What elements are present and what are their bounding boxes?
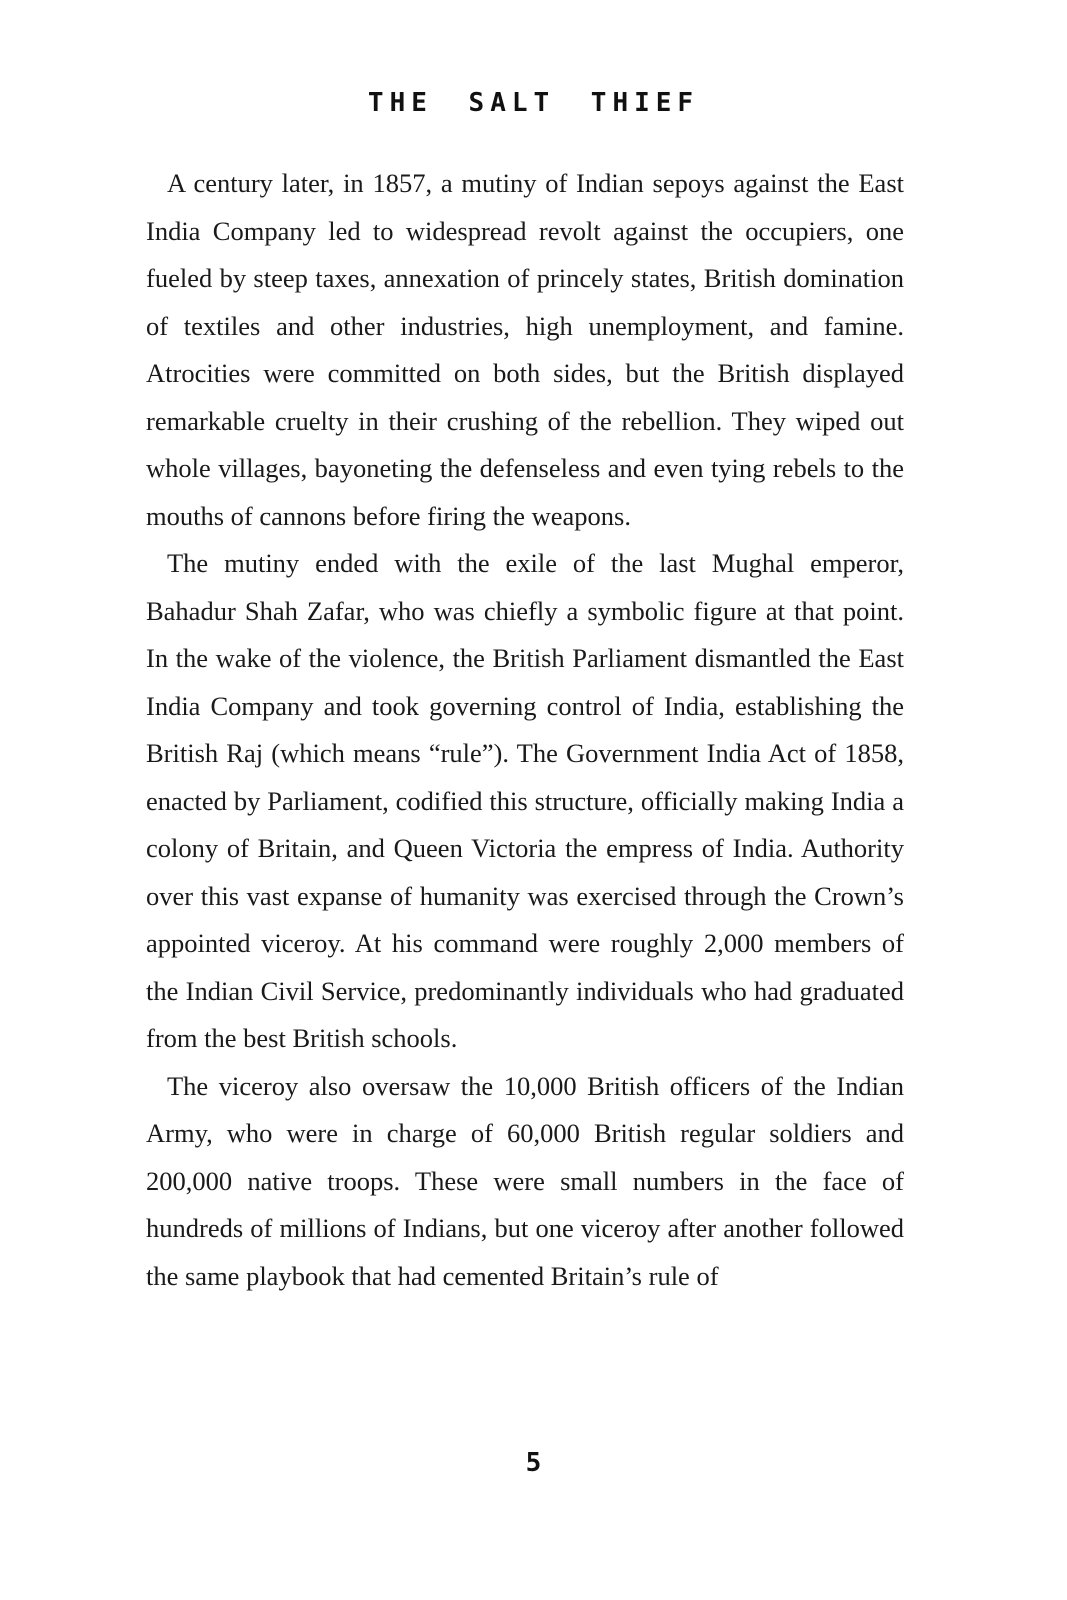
paragraph: A century later, in 1857, a mutiny of Indian sepoys against the East India Company led to widespread revolt against the occupiers, one fueled by steep taxes, annexation of princely states, British domination of textiles and other industries, high unemployment, and famine. Atrocities were committed on both sides, but the British displayed remarkable cruelty in their crushing of the rebellion. They wiped out whole villages, bayoneting the defenseless and even tying rebels to the mouths of cannons before firing the weapons. xyxy=(146,168,904,531)
paragraph: The mutiny ended with the exile of the last Mughal emperor, Bahadur Shah Zafar, who was chiefly a symbolic figure at that point. In the wake of the violence, the British Parliament dismantled the East India Company and took governing control of India, establishing the British Raj (which means “rule”). The Government India Act of 1858, enacted by Parliament, codified this structure, officially making India a colony of Britain, and Queen Victoria the empress of India. Authority over this vast expanse of humanity was exercised through the Crown’s appointed viceroy. At his command were roughly 2,000 members of the Indian Civil Service, predominantly individuals who had graduated from the best British schools. xyxy=(146,548,904,1053)
running-head: THE SALT THIEF xyxy=(367,88,700,118)
paragraph: The viceroy also oversaw the 10,000 British officers of the Indian Army, who were in charge of 60,000 British regular soldiers and 200,000 native troops. These were small numbers in the face of hundreds of millions of Indians, but one viceroy after another followed the same playbook that had cemented Britain’s rule of xyxy=(146,1070,904,1291)
page-number: 5 xyxy=(525,1448,542,1478)
body-text xyxy=(146,160,904,1300)
